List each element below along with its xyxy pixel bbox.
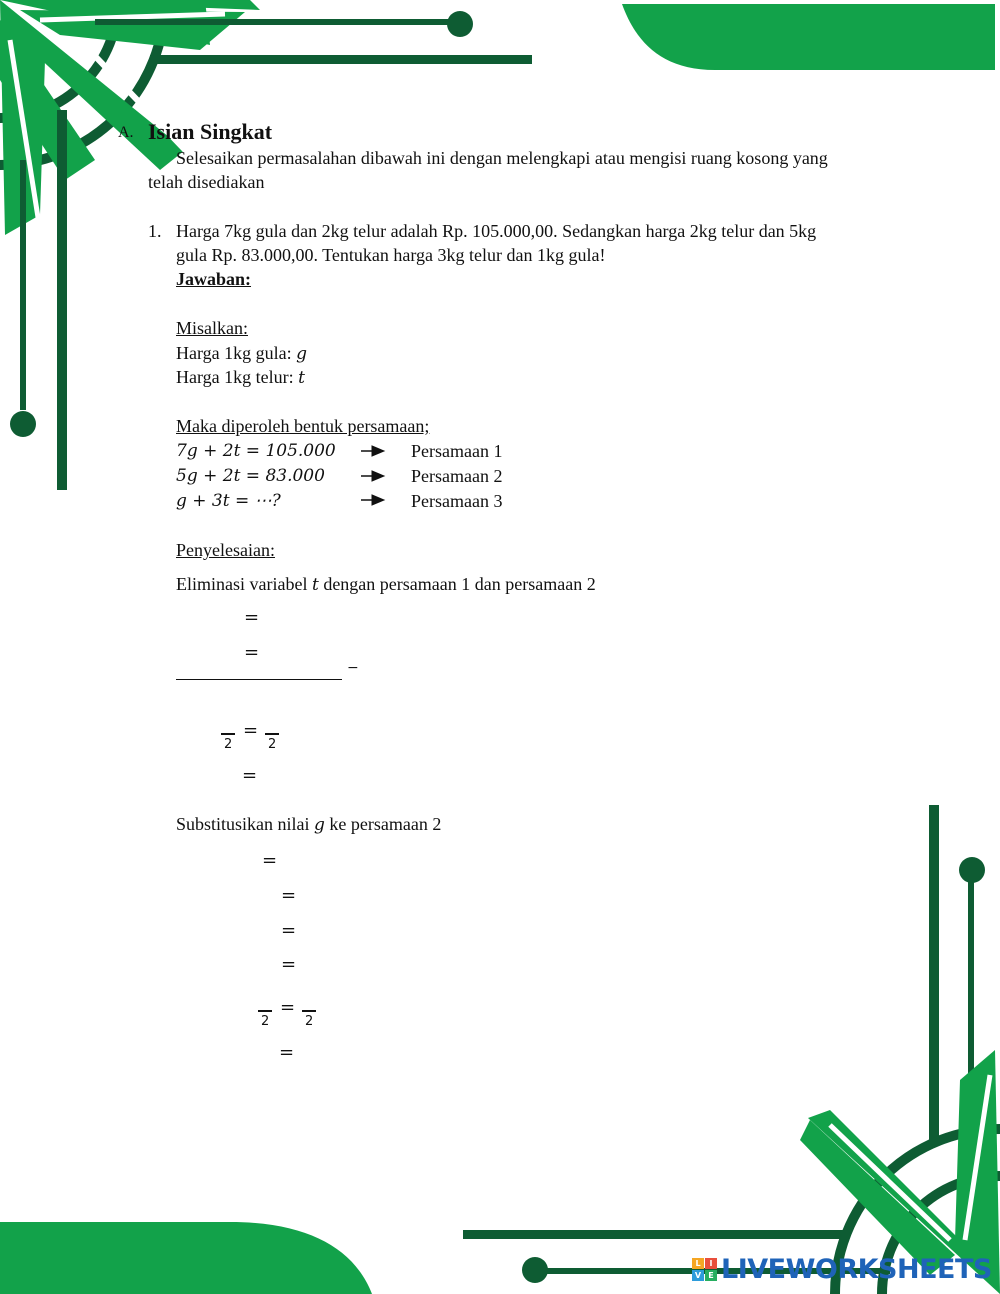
subst-equals-1: = <box>262 850 278 871</box>
elimination-variable: t <box>311 575 319 595</box>
subst-equals-2: = <box>281 885 297 906</box>
equation-1-label: Persamaan 1 <box>411 441 503 461</box>
equations-heading: Maka diperoleh bentuk persamaan; <box>176 416 430 436</box>
fraction-equals-2: = <box>280 997 296 1018</box>
logo-text: LIVEWORKSHEETS <box>721 1253 992 1285</box>
substitution-instruction <box>176 813 441 836</box>
fraction-den-3: 2 <box>261 1014 270 1029</box>
subtraction-line <box>176 679 342 680</box>
fraction-bar-4 <box>302 1010 316 1012</box>
subtraction-sign: − <box>347 660 359 676</box>
fraction-equals-1: = <box>243 720 259 741</box>
substitution-post: ke persamaan 2 <box>324 814 442 834</box>
gula-label: Harga 1kg gula: <box>176 343 297 363</box>
equation-3-label: Persamaan 3 <box>411 491 503 511</box>
fraction-den-4: 2 <box>305 1014 314 1029</box>
section-letter: A. <box>118 124 134 141</box>
equation-3-expr: g + 3t = ⋯? <box>176 491 281 511</box>
equation-2-expr: 5g + 2t = 83.000 <box>176 466 325 486</box>
telur-label: Harga 1kg telur: <box>176 367 299 387</box>
section-title: Isian Singkat <box>148 119 273 144</box>
fraction-bar-3 <box>258 1010 272 1012</box>
fraction-bar-2 <box>265 733 279 735</box>
telur-definition <box>176 366 305 389</box>
substitution-pre: Substitusikan nilai <box>176 814 315 834</box>
equation-arrows <box>361 446 384 505</box>
question-number: 1. <box>148 221 162 241</box>
elimination-post: dengan persamaan 1 dan persamaan 2 <box>318 574 596 594</box>
question-line-1: Harga 7kg gula dan 2kg telur adalah Rp. 105.000,00. Sedangkan harga 2kg telur dan 5kg <box>176 221 817 241</box>
subst-result-equals: = <box>279 1042 295 1063</box>
telur-variable: t <box>298 368 305 388</box>
question-line-2: gula Rp. 83.000,00. Tentukan harga 3kg telur dan 1kg gula! <box>176 245 606 265</box>
logo-letter-l: L <box>692 1258 704 1269</box>
equation-1-expr: 7g + 2t = 105.000 <box>176 441 336 461</box>
instruction-line-2: telah disediakan <box>148 172 265 192</box>
misalkan-heading: Misalkan: <box>176 318 248 338</box>
logo-letter-i: I <box>705 1258 717 1269</box>
elim-equals-1: = <box>244 607 260 628</box>
logo-letter-v: V <box>692 1270 704 1281</box>
substitution-variable: g <box>314 815 325 835</box>
gula-definition <box>176 342 307 365</box>
solution-heading: Penyelesaian: <box>176 540 275 560</box>
fraction-den-2: 2 <box>268 737 277 752</box>
bottom-left-shape <box>0 1222 372 1294</box>
logo-icon <box>692 1258 717 1281</box>
top-right-shape <box>622 4 995 70</box>
instruction-line-1: Selesaikan permasalahan dibawah ini dengan melengkapi atau mengisi ruang kosong yang <box>176 148 828 168</box>
bottom-right-ornament <box>463 805 1000 1294</box>
subst-equals-3: = <box>281 920 297 941</box>
elim-equals-2: = <box>244 642 260 663</box>
fraction-den-1: 2 <box>224 737 233 752</box>
fraction-bar-1 <box>221 733 235 735</box>
answer-label: Jawaban: <box>176 269 252 289</box>
gula-variable: g <box>296 344 308 364</box>
subst-equals-4: = <box>281 954 297 975</box>
liveworksheets-logo[interactable] <box>692 1252 992 1286</box>
equation-2-label: Persamaan 2 <box>411 466 503 486</box>
elim-result-equals: = <box>242 765 258 786</box>
logo-letter-e: E <box>705 1270 717 1281</box>
elimination-instruction <box>176 573 596 596</box>
elimination-pre: Eliminasi variabel <box>176 574 312 594</box>
